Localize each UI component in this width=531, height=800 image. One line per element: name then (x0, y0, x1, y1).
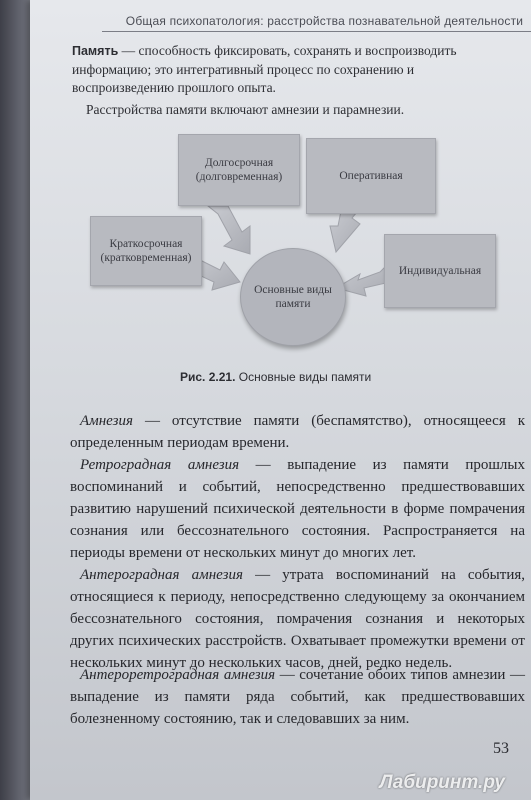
book-page (30, 0, 531, 800)
running-header: Общая психопатология: расстройства познавательной деятельности (102, 14, 531, 32)
memory-types-diagram (90, 130, 510, 350)
anterograde-text: — утрата воспоминаний на события, относящиеся к периоду, непосредственно следующему за окончанием бессознательного состояния, помрачения сознания и некоторых других психических расстройств. Охватывает промежутки времени от нескольких минут до нескольких часов, дней, редко недель. (70, 567, 525, 671)
page-number: 53 (493, 740, 509, 757)
box-long-term: Долгосрочная (долговременная) (178, 134, 300, 206)
retrograde-paragraph (70, 454, 525, 564)
amnesia-text: — отсутствие памяти (беспамятство), относящееся к определенным периодам времени. (70, 413, 525, 451)
center-circle: Основные виды памяти (240, 248, 346, 346)
figure-caption (180, 370, 371, 384)
retrograde-text: — выпадение из памяти прошлых воспоминаний и событий, непосредственно предшествовавших развитию нарушений психической деятельности в форме помрачения сознания или бессознательного состояния. Распространяется на периоды времени от нескольких минут до многих лет. (70, 457, 525, 561)
memory-disorders-note: Расстройства памяти включают амнезии и парамнезии. (86, 102, 405, 117)
figure-caption-text: Основные виды памяти (235, 370, 372, 384)
anteroretrograde-text: — сочетание обоих типов амнезии — выпадение из памяти ряда событий, как предшествовавших болезненному состоянию, так и следовавших за ним. (70, 667, 525, 727)
box-short-term: Краткосрочная (кратковременная) (90, 216, 202, 286)
watermark-logo: Лабиринт.ру (379, 772, 505, 793)
anteroretrograde-term: Антероретроградная амнезия (80, 667, 276, 683)
anterograde-paragraph (70, 564, 525, 674)
box-operative: Оперативная (306, 138, 436, 214)
anteroretrograde-paragraph (70, 664, 525, 730)
memory-definition-text: — способность фиксировать, сохранять и воспроизводить информацию; это интегративный процесс по сохранению и воспроизведению прошлого опыта. (72, 43, 457, 95)
arrow-long-term (208, 206, 250, 254)
memory-term: Память (72, 44, 119, 58)
box-individual: Индивидуальная (384, 234, 496, 308)
amnesia-paragraph (70, 410, 525, 454)
anterograde-term: Антероградная амнезия (80, 567, 243, 583)
figure-caption-label: Рис. 2.21. (180, 370, 236, 384)
retrograde-term: Ретроградная амнезия (80, 457, 240, 473)
amnesia-term: Амнезия (80, 413, 133, 429)
memory-definition (72, 42, 507, 98)
